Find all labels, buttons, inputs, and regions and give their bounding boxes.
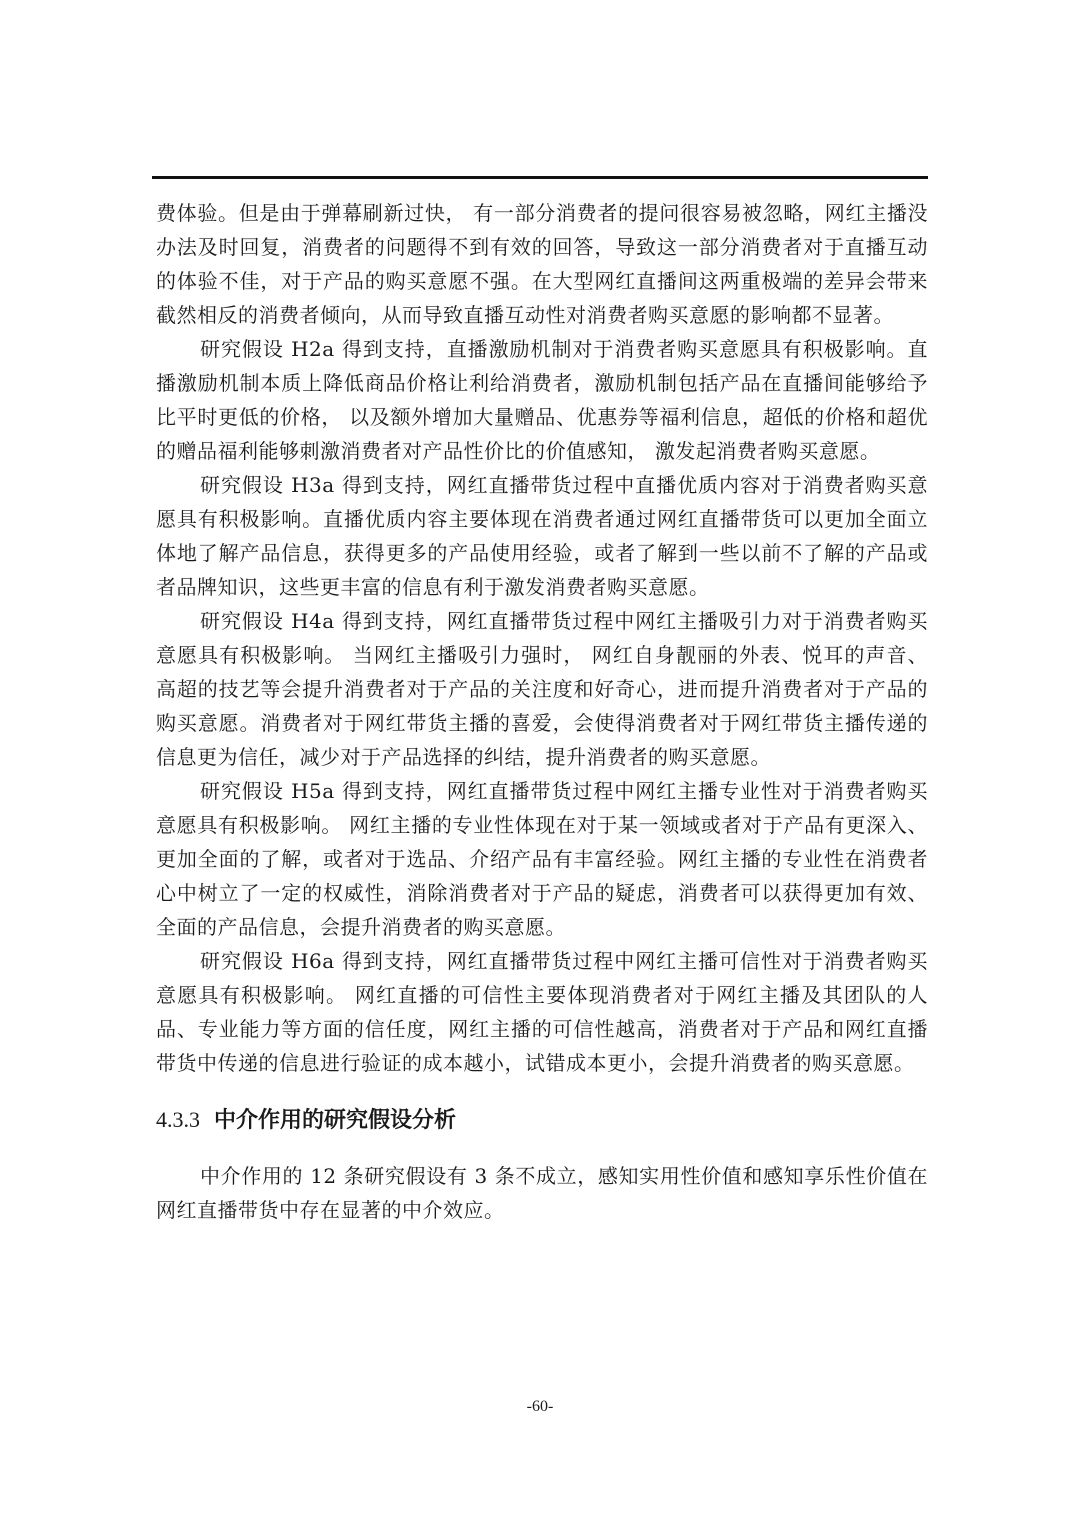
paragraph-continued: 费体验。但是由于弹幕刷新过快， 有一部分消费者的提问很容易被忽略，网红主播没办法及时回复，消费者的问题得不到有效的回答，导致这一部分消费者对于直播互动的体验不佳，对于产品的购买意愿不强。在大型网红直播间这两重极端的差异会带来截然相反的消费者倾向，从而导致直播互动性对消费者购买意愿的影响都不显著。 <box>156 201 928 327</box>
section-title: 中介作用的研究假设分析 <box>214 1108 457 1133</box>
paragraph-h4a: 研究假设 H4a 得到支持，网红直播带货过程中网红主播吸引力对于消费者购买意愿具有积极影响。 当网红主播吸引力强时， 网红自身靓丽的外表、悦耳的声音、高超的技艺等会提升消费者对于产品的关注度和好奇心，进而提升消费者对于产品的购买意愿。消费者对于网红带货主播的喜爱，会使得消费者对于网红带货主播传递的信息更为信任，减少对于产品选择的纠结，提升消费者的购买意愿。 <box>156 609 928 769</box>
page-body <box>156 196 928 1227</box>
page-number: -60- <box>526 1398 554 1415</box>
paragraph-mediation: 中介作用的 12 条研究假设有 3 条不成立，感知实用性价值和感知享乐性价值在网红直播带货中存在显著的中介效应。 <box>156 1164 928 1222</box>
paragraph-h5a: 研究假设 H5a 得到支持，网红直播带货过程中网红主播专业性对于消费者购买意愿具有积极影响。 网红主播的专业性体现在对于某一领域或者对于产品有更深入、更加全面的了解，或者对于选品、介绍产品有丰富经验。网红主播的专业性在消费者心中树立了一定的权威性，消除消费者对于产品的疑虑，消费者可以获得更加有效、全面的产品信息，会提升消费者的购买意愿。 <box>156 779 928 939</box>
paragraph-h3a: 研究假设 H3a 得到支持，网红直播带货过程中直播优质内容对于消费者购买意愿具有积极影响。直播优质内容主要体现在消费者通过网红直播带货可以更加全面立体地了解产品信息，获得更多的产品使用经验，或者了解到一些以前不了解的产品或者品牌知识，这些更丰富的信息有利于激发消费者购买意愿。 <box>156 473 928 599</box>
paragraph-h6a: 研究假设 H6a 得到支持，网红直播带货过程中网红主播可信性对于消费者购买意愿具有积极影响。 网红直播的可信性主要体现消费者对于网红主播及其团队的人品、专业能力等方面的信任度，网红主播的可信性越高，消费者对于产品和网红直播带货中传递的信息进行验证的成本越小，试错成本更小，会提升消费者的购买意愿。 <box>156 949 928 1075</box>
section-number: 4.3.3 <box>156 1107 200 1132</box>
paragraph-h2a: 研究假设 H2a 得到支持，直播激励机制对于消费者购买意愿具有积极影响。直播激励机制本质上降低商品价格让利给消费者，激励机制包括产品在直播间能够给予比平时更低的价格， 以及额外增加大量赠品、优惠券等福利信息，超低的价格和超优的赠品福利能够刺激消费者对产品性价比的价值感知， 激发起消费者购买意愿。 <box>156 337 928 463</box>
header-rule <box>152 176 928 179</box>
section-heading <box>156 1102 928 1139</box>
